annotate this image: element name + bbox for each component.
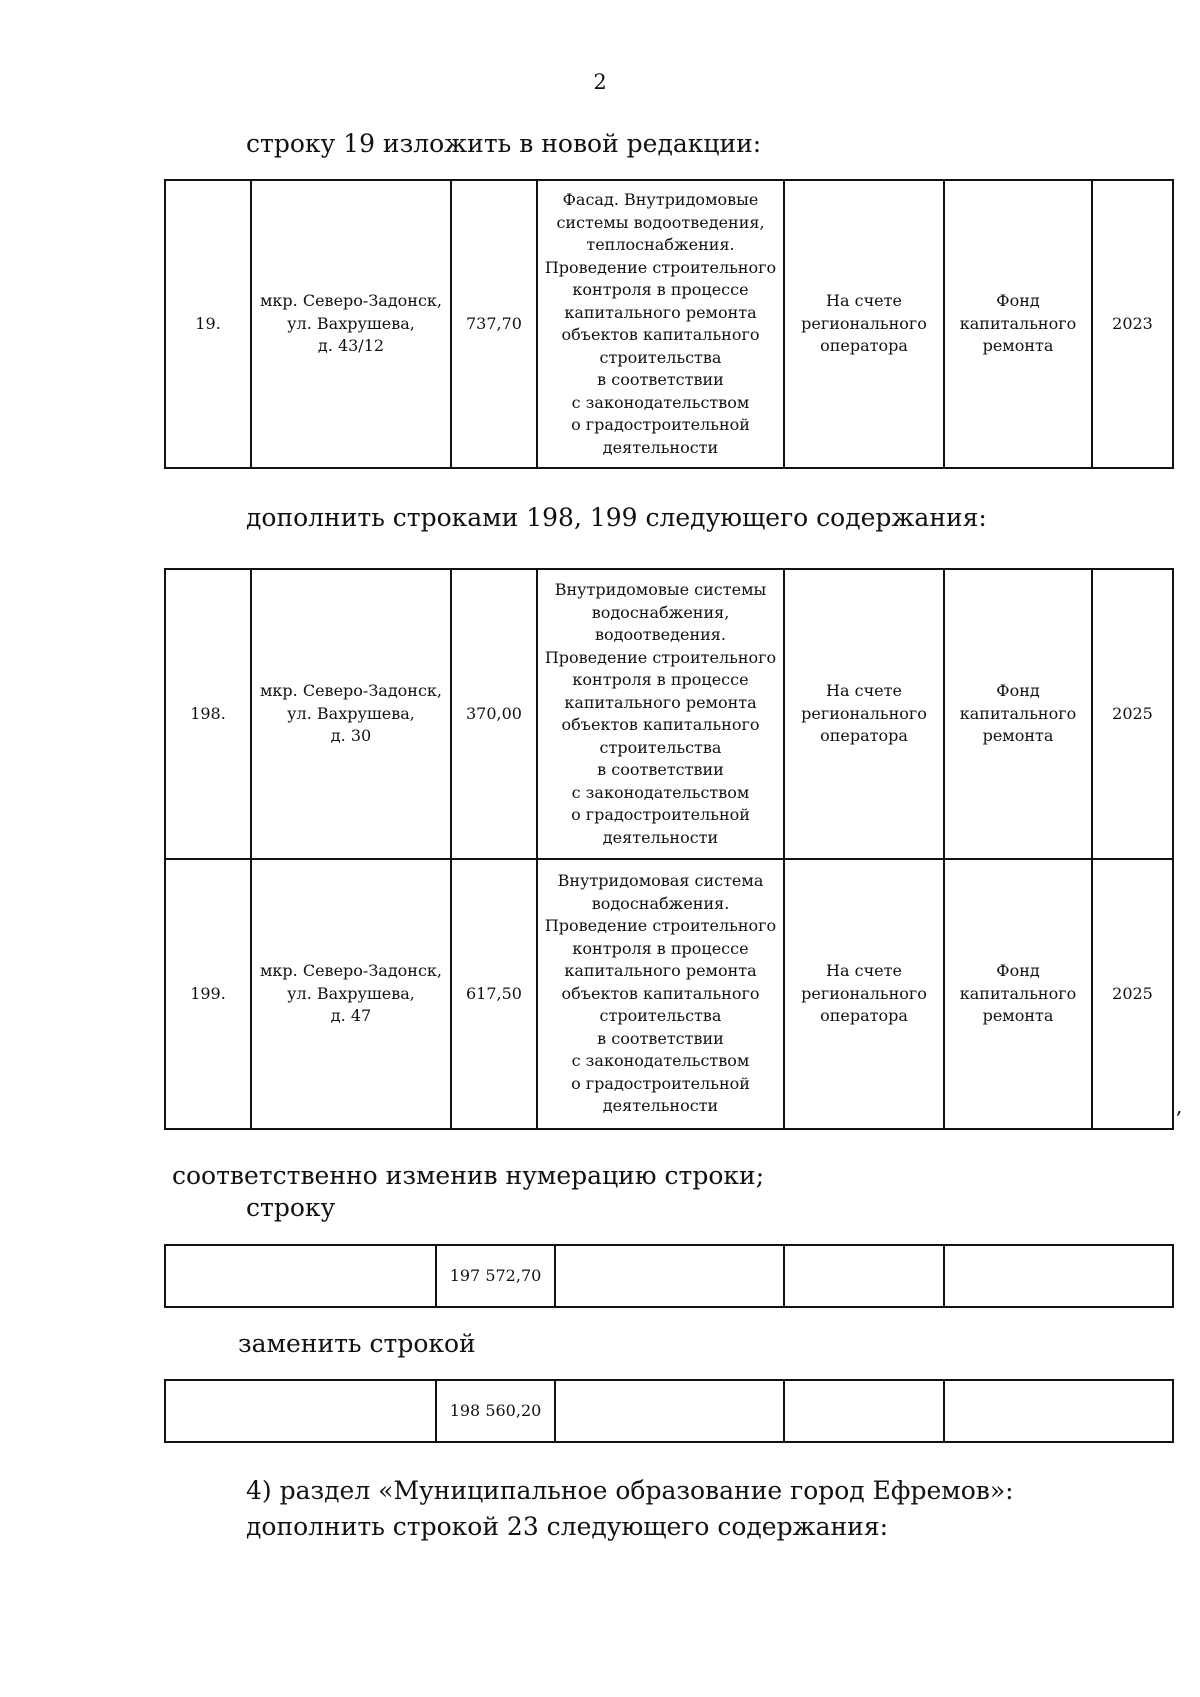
empty-cell: [784, 1245, 944, 1307]
empty-cell: [555, 1380, 784, 1442]
works-line: деятельности: [602, 827, 719, 847]
account-line: регионального: [801, 983, 927, 1003]
row-number-cell: 198.: [165, 569, 251, 859]
amount-cell: 737,70: [451, 180, 537, 468]
works-line: Проведение строительного: [544, 257, 777, 277]
empty-cell: [165, 1245, 436, 1307]
works-line: с законодательством: [571, 1051, 750, 1071]
source-cell: [944, 569, 1092, 859]
works-line: контроля в процессе: [572, 938, 749, 958]
works-line: деятельности: [602, 437, 719, 457]
works-line: строительства: [599, 1006, 722, 1026]
table-row: [165, 569, 1173, 859]
total-cell: 198 560,20: [436, 1380, 555, 1442]
account-cell: [784, 569, 944, 859]
empty-cell: [944, 1245, 1173, 1307]
trailing-comma: ,: [1176, 1094, 1183, 1118]
rows198-199-table: [164, 568, 1174, 1130]
works-line: объектов капитального: [561, 325, 760, 344]
works-line: Внутридомовые системы: [554, 580, 767, 599]
address-line: д. 43/12: [317, 336, 385, 356]
new-total-table: [164, 1379, 1174, 1443]
works-line: объектов капитального: [561, 715, 760, 734]
table-row: [165, 1245, 1173, 1307]
works-line: системы водоотведения,: [556, 212, 765, 232]
works-line: капитального ремонта: [564, 961, 757, 981]
works-cell: [537, 569, 784, 859]
address-line: д. 30: [330, 726, 372, 746]
works-line: теплоснабжения.: [586, 235, 735, 254]
source-line: капитального: [959, 983, 1077, 1003]
works-line: водоотведения.: [595, 625, 726, 644]
intro-add-text: дополнить строками 198, 199 следующего содержания:: [246, 503, 987, 532]
source-line: ремонта: [982, 336, 1054, 356]
account-line: регионального: [801, 313, 927, 333]
row-label: строку: [246, 1193, 336, 1222]
works-line: водоснабжения,: [591, 602, 730, 622]
year-cell: 2023: [1092, 180, 1173, 468]
account-line: оператора: [820, 1006, 908, 1026]
works-line: контроля в процессе: [572, 280, 749, 299]
empty-cell: [944, 1380, 1173, 1442]
account-cell: [784, 180, 944, 468]
row-number-cell: 19.: [165, 180, 251, 468]
works-line: Внутридомовая система: [557, 871, 764, 891]
address-line: д. 47: [330, 1006, 372, 1026]
works-line: объектов капитального: [561, 983, 760, 1003]
works-line: строительства: [599, 737, 722, 757]
account-line: На счете: [826, 961, 902, 981]
source-line: Фонд: [996, 291, 1040, 311]
account-line: На счете: [826, 681, 902, 701]
source-line: Фонд: [996, 681, 1040, 701]
source-cell: [944, 859, 1092, 1129]
table-row: [165, 859, 1173, 1129]
table-row: [165, 1380, 1173, 1442]
works-line: капитального ремонта: [564, 692, 757, 712]
works-line: Фасад. Внутридомовые: [562, 190, 759, 209]
old-total-table: [164, 1244, 1174, 1308]
address-line: ул. Вахрушева,: [287, 703, 415, 723]
works-line: Проведение строительного: [544, 916, 777, 936]
section4-line1: 4) раздел «Муниципальное образование город Ефремов»:: [246, 1476, 1014, 1505]
works-cell: [537, 859, 784, 1129]
works-line: Проведение строительного: [544, 647, 777, 667]
source-line: Фонд: [996, 961, 1040, 981]
account-cell: [784, 859, 944, 1129]
section4-line2: дополнить строкой 23 следующего содержания:: [246, 1512, 889, 1541]
source-line: ремонта: [982, 1006, 1054, 1026]
year-cell: 2025: [1092, 859, 1173, 1129]
source-cell: [944, 180, 1092, 468]
works-line: деятельности: [602, 1096, 719, 1116]
works-line: с законодательством: [571, 782, 750, 802]
empty-cell: [555, 1245, 784, 1307]
amount-cell: 370,00: [451, 569, 537, 859]
works-line: водоснабжения.: [591, 893, 730, 913]
works-line: строительства: [599, 347, 722, 367]
address-cell: [251, 859, 451, 1129]
address-line: мкр. Северо-Задонск,: [259, 681, 443, 701]
works-line: о градостроительной: [571, 805, 750, 824]
works-line: в соответствии: [597, 370, 724, 389]
works-line: о градостроительной: [571, 1073, 750, 1093]
total-cell: 197 572,70: [436, 1245, 555, 1307]
address-cell: [251, 180, 451, 468]
renumber-text: соответственно изменив нумерацию строки;: [172, 1161, 765, 1190]
account-line: регионального: [801, 703, 927, 723]
empty-cell: [165, 1380, 436, 1442]
empty-cell: [784, 1380, 944, 1442]
row-number-cell: 199.: [165, 859, 251, 1129]
page-number: 2: [593, 70, 607, 94]
table-row: [165, 180, 1173, 468]
account-line: оператора: [820, 726, 908, 746]
works-cell: [537, 180, 784, 468]
address-line: мкр. Северо-Задонск,: [259, 291, 443, 311]
replace-label: заменить строкой: [238, 1329, 476, 1358]
address-cell: [251, 569, 451, 859]
amount-cell: 617,50: [451, 859, 537, 1129]
works-line: в соответствии: [597, 1028, 724, 1048]
account-line: оператора: [820, 336, 908, 356]
works-line: в соответствии: [597, 760, 724, 779]
address-line: ул. Вахрушева,: [287, 983, 415, 1003]
works-line: капитального ремонта: [564, 302, 757, 322]
source-line: ремонта: [982, 726, 1054, 746]
row19-table: [164, 179, 1174, 469]
account-line: На счете: [826, 291, 902, 311]
address-line: ул. Вахрушева,: [287, 313, 415, 333]
address-line: мкр. Северо-Задонск,: [259, 961, 443, 981]
source-line: капитального: [959, 313, 1077, 333]
works-line: о градостроительной: [571, 415, 750, 434]
year-cell: 2025: [1092, 569, 1173, 859]
works-line: контроля в процессе: [572, 670, 749, 689]
works-line: с законодательством: [571, 392, 750, 412]
intro-row19-text: строку 19 изложить в новой редакции:: [246, 129, 762, 158]
source-line: капитального: [959, 703, 1077, 723]
